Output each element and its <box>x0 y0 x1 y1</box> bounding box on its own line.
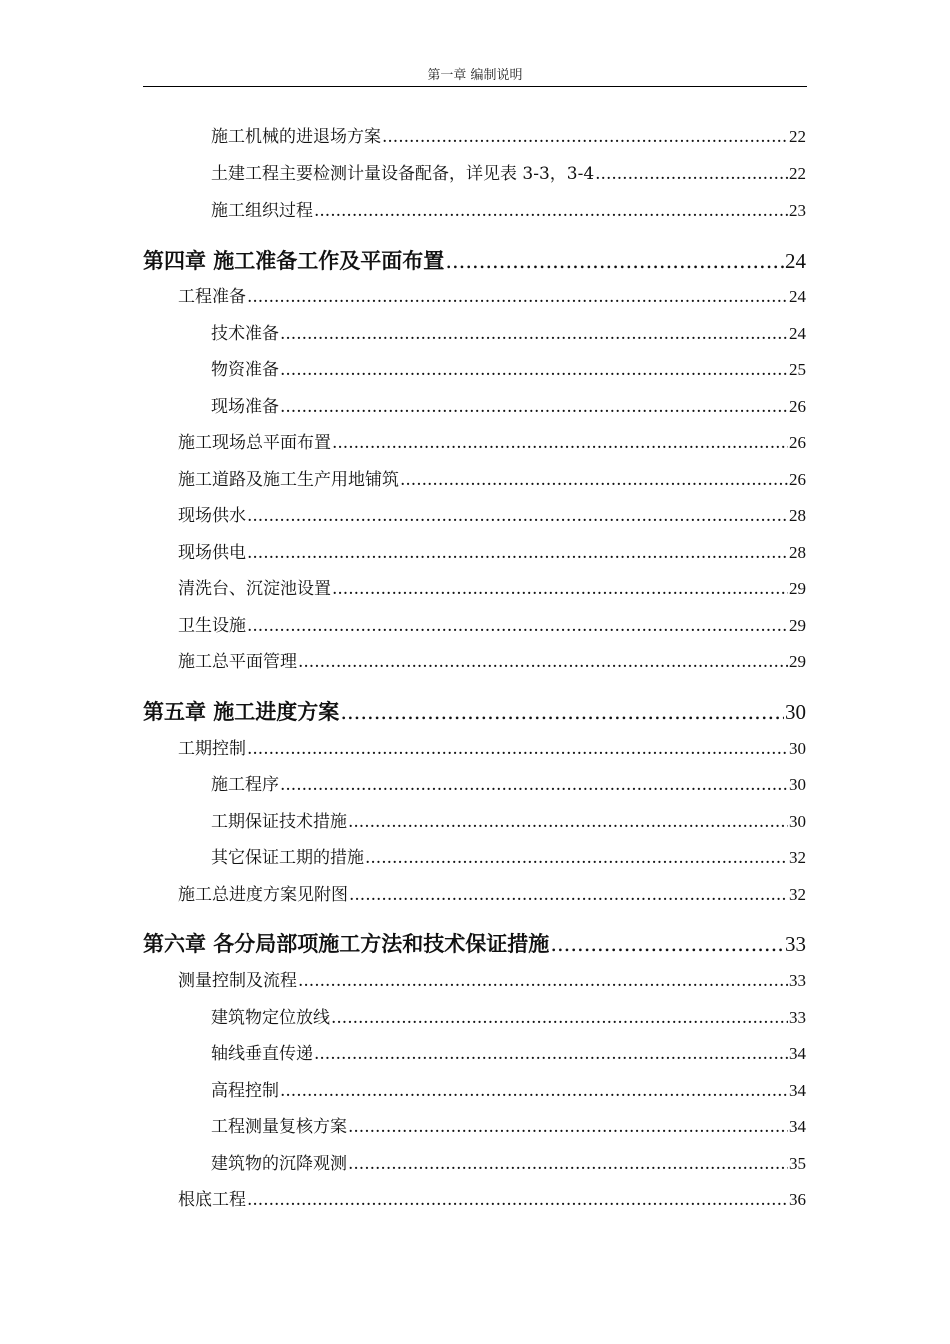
toc-entry-page: 34 <box>789 1044 806 1063</box>
toc-leader-dots <box>314 200 788 222</box>
toc-entry-page: 30 <box>789 775 806 794</box>
toc-entry-page: 32 <box>789 885 806 904</box>
toc-entry-title: 现场供电 <box>178 543 246 563</box>
toc-entry-page: 24 <box>789 287 806 306</box>
toc-leader-dots <box>382 126 788 148</box>
toc-entry[interactable] <box>211 1080 806 1102</box>
toc-entry[interactable] <box>178 651 806 673</box>
toc-entry-page: 30 <box>789 739 806 758</box>
toc-leader-dots <box>298 651 788 673</box>
toc-leader-dots <box>340 699 784 725</box>
toc-leader-dots <box>247 542 788 564</box>
toc-entry-title: 工期保证技术措施 <box>211 812 347 832</box>
toc-leader-dots <box>247 505 788 527</box>
toc-entry[interactable] <box>211 774 806 796</box>
toc-leader-dots <box>332 432 788 454</box>
toc-entry-page: 28 <box>789 543 806 562</box>
toc-entry-page: 30 <box>789 812 806 831</box>
toc-entry-page: 26 <box>789 397 806 416</box>
toc-leader-dots <box>280 774 788 796</box>
toc-entry[interactable] <box>178 615 806 637</box>
toc-leader-dots <box>348 1116 788 1138</box>
toc-entry-title: 根底工程 <box>178 1190 246 1210</box>
toc-entry[interactable] <box>178 578 806 600</box>
toc-entry-page: 29 <box>789 616 806 635</box>
toc-leader-dots <box>349 884 788 906</box>
toc-entry-title: 土建工程主要检测计量设备配备，详见表 3-3，3-4 <box>211 164 595 184</box>
toc-entry-title: 物资准备 <box>211 360 279 380</box>
toc-entry-title: 清洗台、沉淀池设置 <box>178 579 331 599</box>
toc-entry-title: 工期控制 <box>178 739 246 759</box>
toc-entry[interactable] <box>178 970 806 992</box>
toc-entry-title: 建筑物定位放线 <box>211 1008 330 1028</box>
toc-leader-dots <box>280 396 788 418</box>
toc-entry-page: 25 <box>789 360 806 379</box>
toc-entry[interactable] <box>211 1153 806 1175</box>
toc-entry[interactable] <box>211 126 806 148</box>
toc-leader-dots <box>348 811 788 833</box>
toc-entry-page: 23 <box>789 201 806 220</box>
toc-leader-dots <box>247 615 788 637</box>
toc-chapter-title: 第五章 施工进度方案 <box>143 700 340 724</box>
toc-entry-page: 34 <box>789 1081 806 1100</box>
toc-entry[interactable] <box>211 1116 806 1138</box>
toc-entry-title: 施工道路及施工生产用地铺筑 <box>178 470 399 490</box>
toc-entry-page: 22 <box>789 127 806 146</box>
toc-entry[interactable] <box>178 542 806 564</box>
toc-entry[interactable] <box>211 1043 806 1065</box>
toc-leader-dots <box>247 738 788 760</box>
toc-chapter[interactable] <box>143 248 806 274</box>
toc-entry[interactable] <box>178 505 806 527</box>
toc-entry-title: 施工总进度方案见附图 <box>178 885 348 905</box>
toc-entry-page: 35 <box>789 1154 806 1173</box>
toc-entry-page: 36 <box>789 1190 806 1209</box>
toc-entry[interactable] <box>211 359 806 381</box>
toc-entry[interactable] <box>211 163 806 185</box>
toc-leader-dots <box>348 1153 788 1175</box>
toc-chapter-title: 第四章 施工准备工作及平面布置 <box>143 249 445 273</box>
toc-leader-dots <box>280 359 788 381</box>
toc-chapter-page: 24 <box>785 249 806 273</box>
toc-leader-dots <box>298 970 788 992</box>
toc-leader-dots <box>280 1080 788 1102</box>
toc-entry-title: 其它保证工期的措施 <box>211 848 364 868</box>
toc-chapter-title: 第六章 各分局部项施工方法和技术保证措施 <box>143 932 550 956</box>
toc-entry-title: 施工现场总平面布置 <box>178 433 331 453</box>
toc-entry[interactable] <box>211 1007 806 1029</box>
toc-entry-page: 28 <box>789 506 806 525</box>
toc-leader-dots <box>314 1043 788 1065</box>
toc-entry[interactable] <box>211 323 806 345</box>
toc-entry[interactable] <box>211 847 806 869</box>
toc-chapter[interactable] <box>143 699 806 725</box>
toc-entry-page: 22 <box>789 164 806 183</box>
toc-entry[interactable] <box>178 1189 806 1211</box>
toc-leader-dots <box>280 323 788 345</box>
toc-entry-title: 技术准备 <box>211 324 279 344</box>
toc-entry-title: 建筑物的沉降观测 <box>211 1154 347 1174</box>
toc-entry-page: 29 <box>789 579 806 598</box>
toc-chapter-page: 33 <box>785 932 806 956</box>
toc-entry-page: 34 <box>789 1117 806 1136</box>
toc-entry[interactable] <box>178 432 806 454</box>
toc-leader-dots <box>247 286 788 308</box>
toc-entry-title: 施工程序 <box>211 775 279 795</box>
toc-entry-page: 29 <box>789 652 806 671</box>
toc-chapter-page: 30 <box>785 700 806 724</box>
toc-leader-dots <box>445 248 784 274</box>
toc-entry-page: 33 <box>789 971 806 990</box>
toc-entry-title: 施工机械的进退场方案 <box>211 127 381 147</box>
toc-chapter[interactable] <box>143 931 806 957</box>
toc-leader-dots <box>550 931 784 957</box>
toc-leader-dots <box>400 469 788 491</box>
toc-leader-dots <box>247 1189 788 1211</box>
toc-entry-page: 24 <box>789 324 806 343</box>
toc-entry-page: 26 <box>789 433 806 452</box>
toc-entry-page: 26 <box>789 470 806 489</box>
toc-entry[interactable] <box>178 469 806 491</box>
toc-entry[interactable] <box>211 811 806 833</box>
toc-entry[interactable] <box>211 200 806 222</box>
toc-entry[interactable] <box>178 884 806 906</box>
toc-entry-page: 33 <box>789 1008 806 1027</box>
toc-entry-title: 工程准备 <box>178 287 246 307</box>
toc-entry[interactable] <box>178 286 806 308</box>
toc-entry-title: 测量控制及流程 <box>178 971 297 991</box>
toc-entry-page: 32 <box>789 848 806 867</box>
toc-leader-dots <box>595 163 788 185</box>
toc-entry-title: 高程控制 <box>211 1081 279 1101</box>
toc-entry[interactable] <box>178 738 806 760</box>
toc-entry-title: 现场准备 <box>211 397 279 417</box>
toc-leader-dots <box>332 578 788 600</box>
toc-entry-title: 施工总平面管理 <box>178 652 297 672</box>
toc-entry-title: 卫生设施 <box>178 616 246 636</box>
toc-leader-dots <box>331 1007 788 1029</box>
toc-leader-dots <box>365 847 788 869</box>
toc-entry-title: 轴线垂直传递 <box>211 1044 313 1064</box>
header-title: 第一章 编制说明 <box>427 68 523 83</box>
toc-entry-title: 工程测量复核方案 <box>211 1117 347 1137</box>
toc-entry-title: 施工组织过程 <box>211 201 313 221</box>
toc-entry-title: 现场供水 <box>178 506 246 526</box>
toc-entry[interactable] <box>211 396 806 418</box>
